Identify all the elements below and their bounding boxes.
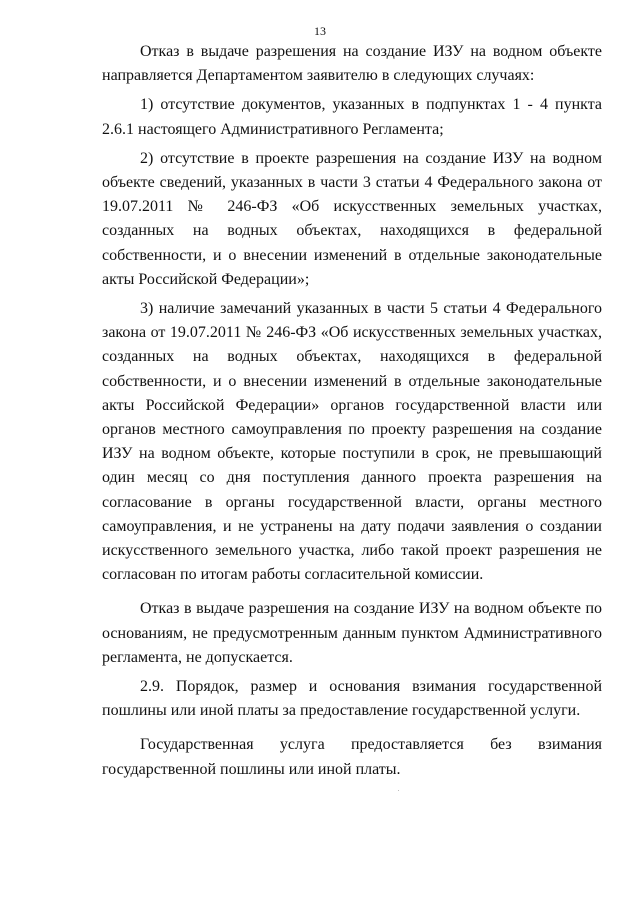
paragraph-refusal-other: Отказ в выдаче разрешения на создание ИЗУ на водном объекте по основаниям, не предусмотренным данным пунктом Административного регламента, не допускается. (102, 600, 602, 666)
paragraph-section-2-9: 2.9. Порядок, размер и основания взимания государственной пошлины или иной платы за предоставление государственной услуги. (102, 678, 602, 720)
paragraph-fee-line-1: Государственная услуга предоставляется без взимания (140, 736, 602, 754)
paragraph-intro: Отказ в выдаче разрешения на создание ИЗУ на водном объекте направляется Департаментом заявителю в следующих случаях: (102, 43, 602, 85)
document-body (102, 40, 602, 782)
paragraph-item-1: 1) отсутствие документов, указанных в подпунктах 1 - 4 пункта 2.6.1 настоящего Административного Регламента; (102, 96, 602, 138)
scan-speck (398, 790, 399, 791)
paragraph-fee-line-2: государственной пошлины или иной платы. (102, 760, 401, 778)
paragraph-item-2: 2) отсутствие в проекте разрешения на создание ИЗУ на водном объекте сведений, указанных в части 3 статьи 4 Федерального закона от 19.07.2011 № 246-ФЗ «Об искусственных земельных участках, созданных на водных объектах, находящихся в федеральной собственности, и о внесении изменений в отдельные законодательные акты Российской Федерации»; (102, 149, 602, 288)
paragraph-item-3: 3) наличие замечаний указанных в части 5 статьи 4 Федерального закона от 19.07.2011 № 246-ФЗ «Об искусственных земельных участках, созданных на водных объектах, находящихся в федеральной собственности, и о внесении изменений в отдельные законодательные акты Российской Федерации» органов государственной власти или органов местного самоуправления по проекту разрешения на создание ИЗУ на водном объекте, которые поступили в срок, не превышающий один месяц со дня поступления данного проекта разрешения на согласование в органы государственной власти, органы местного самоуправления, и не устранены на дату подачи заявления о создании искусственного земельного участка, либо такой проект разрешения не согласован по итогам работы согласительной комиссии. (102, 300, 602, 584)
page-number: 13 (314, 24, 326, 38)
